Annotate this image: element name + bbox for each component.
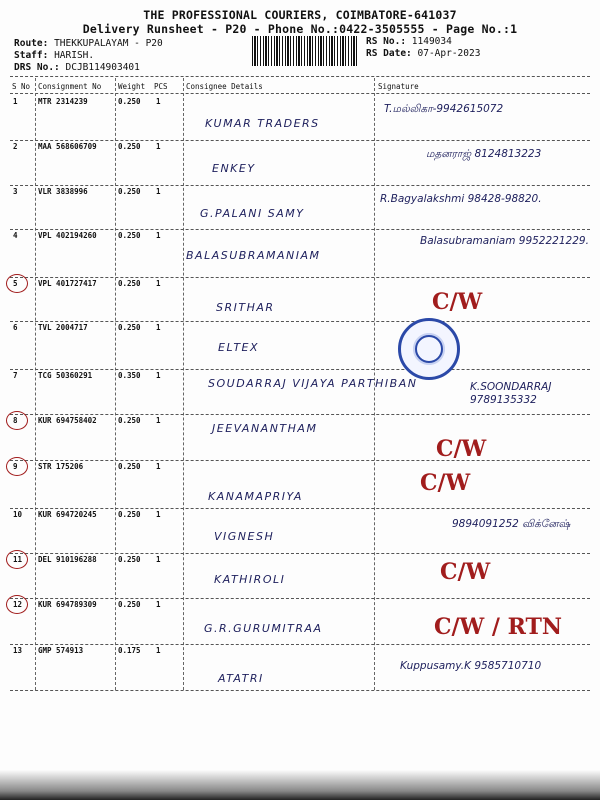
row-signature-handwritten: K.SOONDARRAJ 9789135332	[470, 381, 552, 406]
route-label: Route:	[14, 38, 49, 49]
row-sno: 3	[13, 187, 18, 196]
row-consignment-no: VPL 401727417	[38, 279, 97, 288]
row-consignee-handwritten: BALASUBRAMANIAM	[186, 249, 321, 262]
row-number-circle-mark	[6, 550, 28, 569]
row-consignment-no: KUR 694720245	[38, 510, 97, 519]
runsheet-subtitle: Delivery Runsheet - P20 - Phone No.:0422-3505555 - Page No.:1	[82, 22, 518, 36]
col-header-weight: Weight	[118, 82, 146, 91]
row-weight: 0.250	[118, 462, 141, 471]
row-pcs: 1	[156, 555, 161, 564]
row-weight: 0.250	[118, 279, 141, 288]
row-weight: 0.250	[118, 600, 141, 609]
rs-date-line	[366, 48, 480, 59]
row-pcs: 1	[156, 646, 161, 655]
rs-date-label: RS Date:	[366, 48, 412, 59]
rs-no-line	[366, 36, 452, 47]
row-separator	[10, 460, 590, 461]
company-seal-stamp	[398, 318, 460, 380]
row-pcs: 1	[156, 187, 161, 196]
row-pcs: 1	[156, 510, 161, 519]
row-sno: 7	[13, 371, 18, 380]
table-top-rule	[10, 76, 590, 77]
row-pcs: 1	[156, 142, 161, 151]
rs-no-value: 1149034	[411, 36, 452, 47]
row-separator	[10, 229, 590, 230]
row-signature-handwritten: Balasubramaniam 9952221229.	[420, 235, 589, 247]
row-sno: 9	[13, 462, 18, 471]
row-separator	[10, 508, 590, 509]
row-signature-handwritten: 9894091252 விக்னேஷ்	[452, 518, 571, 530]
row-consignee-handwritten: ENKEY	[212, 162, 256, 175]
row-consignment-no: TCG 50360291	[38, 371, 93, 380]
row-pcs: 1	[156, 97, 161, 106]
barcode-image	[252, 36, 358, 66]
row-consignment-no: TVL 2004717	[38, 323, 88, 332]
row-sno: 10	[13, 510, 23, 519]
row-consignee-handwritten: G.R.GURUMITRAA	[204, 622, 323, 635]
row-sno: 4	[13, 231, 18, 240]
staff-label: Staff:	[14, 50, 49, 61]
row-consignee-handwritten: ATATRI	[218, 672, 264, 685]
row-signature-handwritten: மதனராஜ் 8124813223	[426, 148, 542, 160]
row-separator	[10, 185, 590, 186]
row-weight: 0.175	[118, 646, 141, 655]
row-consignee-handwritten: KUMAR TRADERS	[205, 117, 320, 130]
row-number-circle-mark	[6, 457, 28, 476]
col-header-consignment: Consignment No	[38, 82, 102, 91]
row-weight: 0.250	[118, 555, 141, 564]
col-header-sno: S No	[12, 82, 31, 91]
row-weight: 0.250	[118, 510, 141, 519]
row-number-circle-mark	[6, 411, 28, 430]
row-pcs: 1	[156, 231, 161, 240]
row-remark-cw: C/W	[432, 289, 483, 315]
row-remark-cw: C/W	[436, 436, 487, 462]
row-consignee-handwritten: VIGNESH	[214, 530, 275, 543]
row-weight: 0.250	[118, 187, 141, 196]
row-separator	[10, 553, 590, 554]
row-separator	[10, 140, 590, 141]
drs-value: DCJB114903401	[65, 62, 140, 73]
drs-line	[14, 62, 140, 73]
header-bottom-rule	[10, 93, 590, 94]
row-separator	[10, 369, 590, 370]
row-separator	[10, 414, 590, 415]
row-remark-cw: C/W	[420, 470, 471, 496]
row-sno: 2	[13, 142, 18, 151]
row-consignee-handwritten: ELTEX	[218, 341, 260, 354]
row-consignment-no: VLR 3838996	[38, 187, 88, 196]
row-signature-handwritten: R.Bagyalakshmi 98428-98820.	[380, 193, 542, 205]
row-pcs: 1	[156, 371, 161, 380]
row-sno: 1	[13, 97, 18, 106]
staff-line	[14, 50, 94, 61]
route-line	[14, 38, 163, 49]
row-separator	[10, 277, 590, 278]
row-weight: 0.250	[118, 416, 141, 425]
row-pcs: 1	[156, 416, 161, 425]
row-separator	[10, 690, 590, 691]
row-consignment-no: KUR 694758402	[38, 416, 97, 425]
row-consignment-no: STR 175206	[38, 462, 84, 471]
row-consignment-no: MAA 568606709	[38, 142, 97, 151]
row-sno: 11	[13, 555, 23, 564]
row-weight: 0.250	[118, 323, 141, 332]
row-pcs: 1	[156, 462, 161, 471]
drs-label: DRS No.:	[14, 62, 60, 73]
row-consignment-no: KUR 694789309	[38, 600, 97, 609]
rs-date-value: 07-Apr-2023	[417, 48, 481, 59]
row-consignee-handwritten: SRITHAR	[216, 301, 275, 314]
rs-no-label: RS No.:	[366, 36, 407, 47]
row-consignment-no: VPL 402194260	[38, 231, 97, 240]
row-sno: 5	[13, 279, 18, 288]
row-signature-handwritten: T.மல்லிகா-9942615072	[384, 103, 504, 115]
row-pcs: 1	[156, 279, 161, 288]
row-sno: 8	[13, 416, 18, 425]
row-remark-cw: C/W / RTN	[434, 614, 562, 640]
row-sno: 6	[13, 323, 18, 332]
row-separator	[10, 644, 590, 645]
row-pcs: 1	[156, 323, 161, 332]
row-consignee-handwritten: G.PALANI SAMY	[200, 207, 305, 220]
row-consignee-handwritten: KATHIROLI	[214, 573, 286, 586]
row-sno: 13	[13, 646, 23, 655]
row-consignment-no: MTR 2314239	[38, 97, 88, 106]
row-sno: 12	[13, 600, 23, 609]
row-separator	[10, 598, 590, 599]
row-consignee-handwritten: JEEVANANTHAM	[212, 422, 318, 435]
row-consignee-handwritten: KANAMAPRIYA	[208, 490, 303, 503]
row-weight: 0.250	[118, 231, 141, 240]
row-consignee-handwritten: SOUDARRAJ VIJAYA PARTHIBAN	[208, 377, 418, 390]
col-header-pcs: PCS	[154, 82, 168, 91]
col-header-signature: Signature	[378, 82, 419, 91]
row-signature-handwritten: Kuppusamy.K 9585710710	[400, 660, 542, 672]
row-remark-cw: C/W	[440, 559, 491, 585]
company-title: THE PROFESSIONAL COURIERS, COIMBATORE-641037	[143, 8, 457, 22]
staff-value: HARISH.	[54, 50, 95, 61]
row-weight: 0.250	[118, 97, 141, 106]
row-separator	[10, 321, 590, 322]
row-consignment-no: DEL 910196288	[38, 555, 97, 564]
scan-edge-shadow	[0, 770, 600, 800]
row-weight: 0.250	[118, 142, 141, 151]
col-header-consignee: Consignee Details	[186, 82, 263, 91]
row-number-circle-mark	[6, 595, 28, 614]
route-value: THEKKUPALAYAM - P20	[54, 38, 163, 49]
row-consignment-no: GMP 574913	[38, 646, 84, 655]
row-weight: 0.350	[118, 371, 141, 380]
row-number-circle-mark	[6, 274, 28, 293]
row-pcs: 1	[156, 600, 161, 609]
